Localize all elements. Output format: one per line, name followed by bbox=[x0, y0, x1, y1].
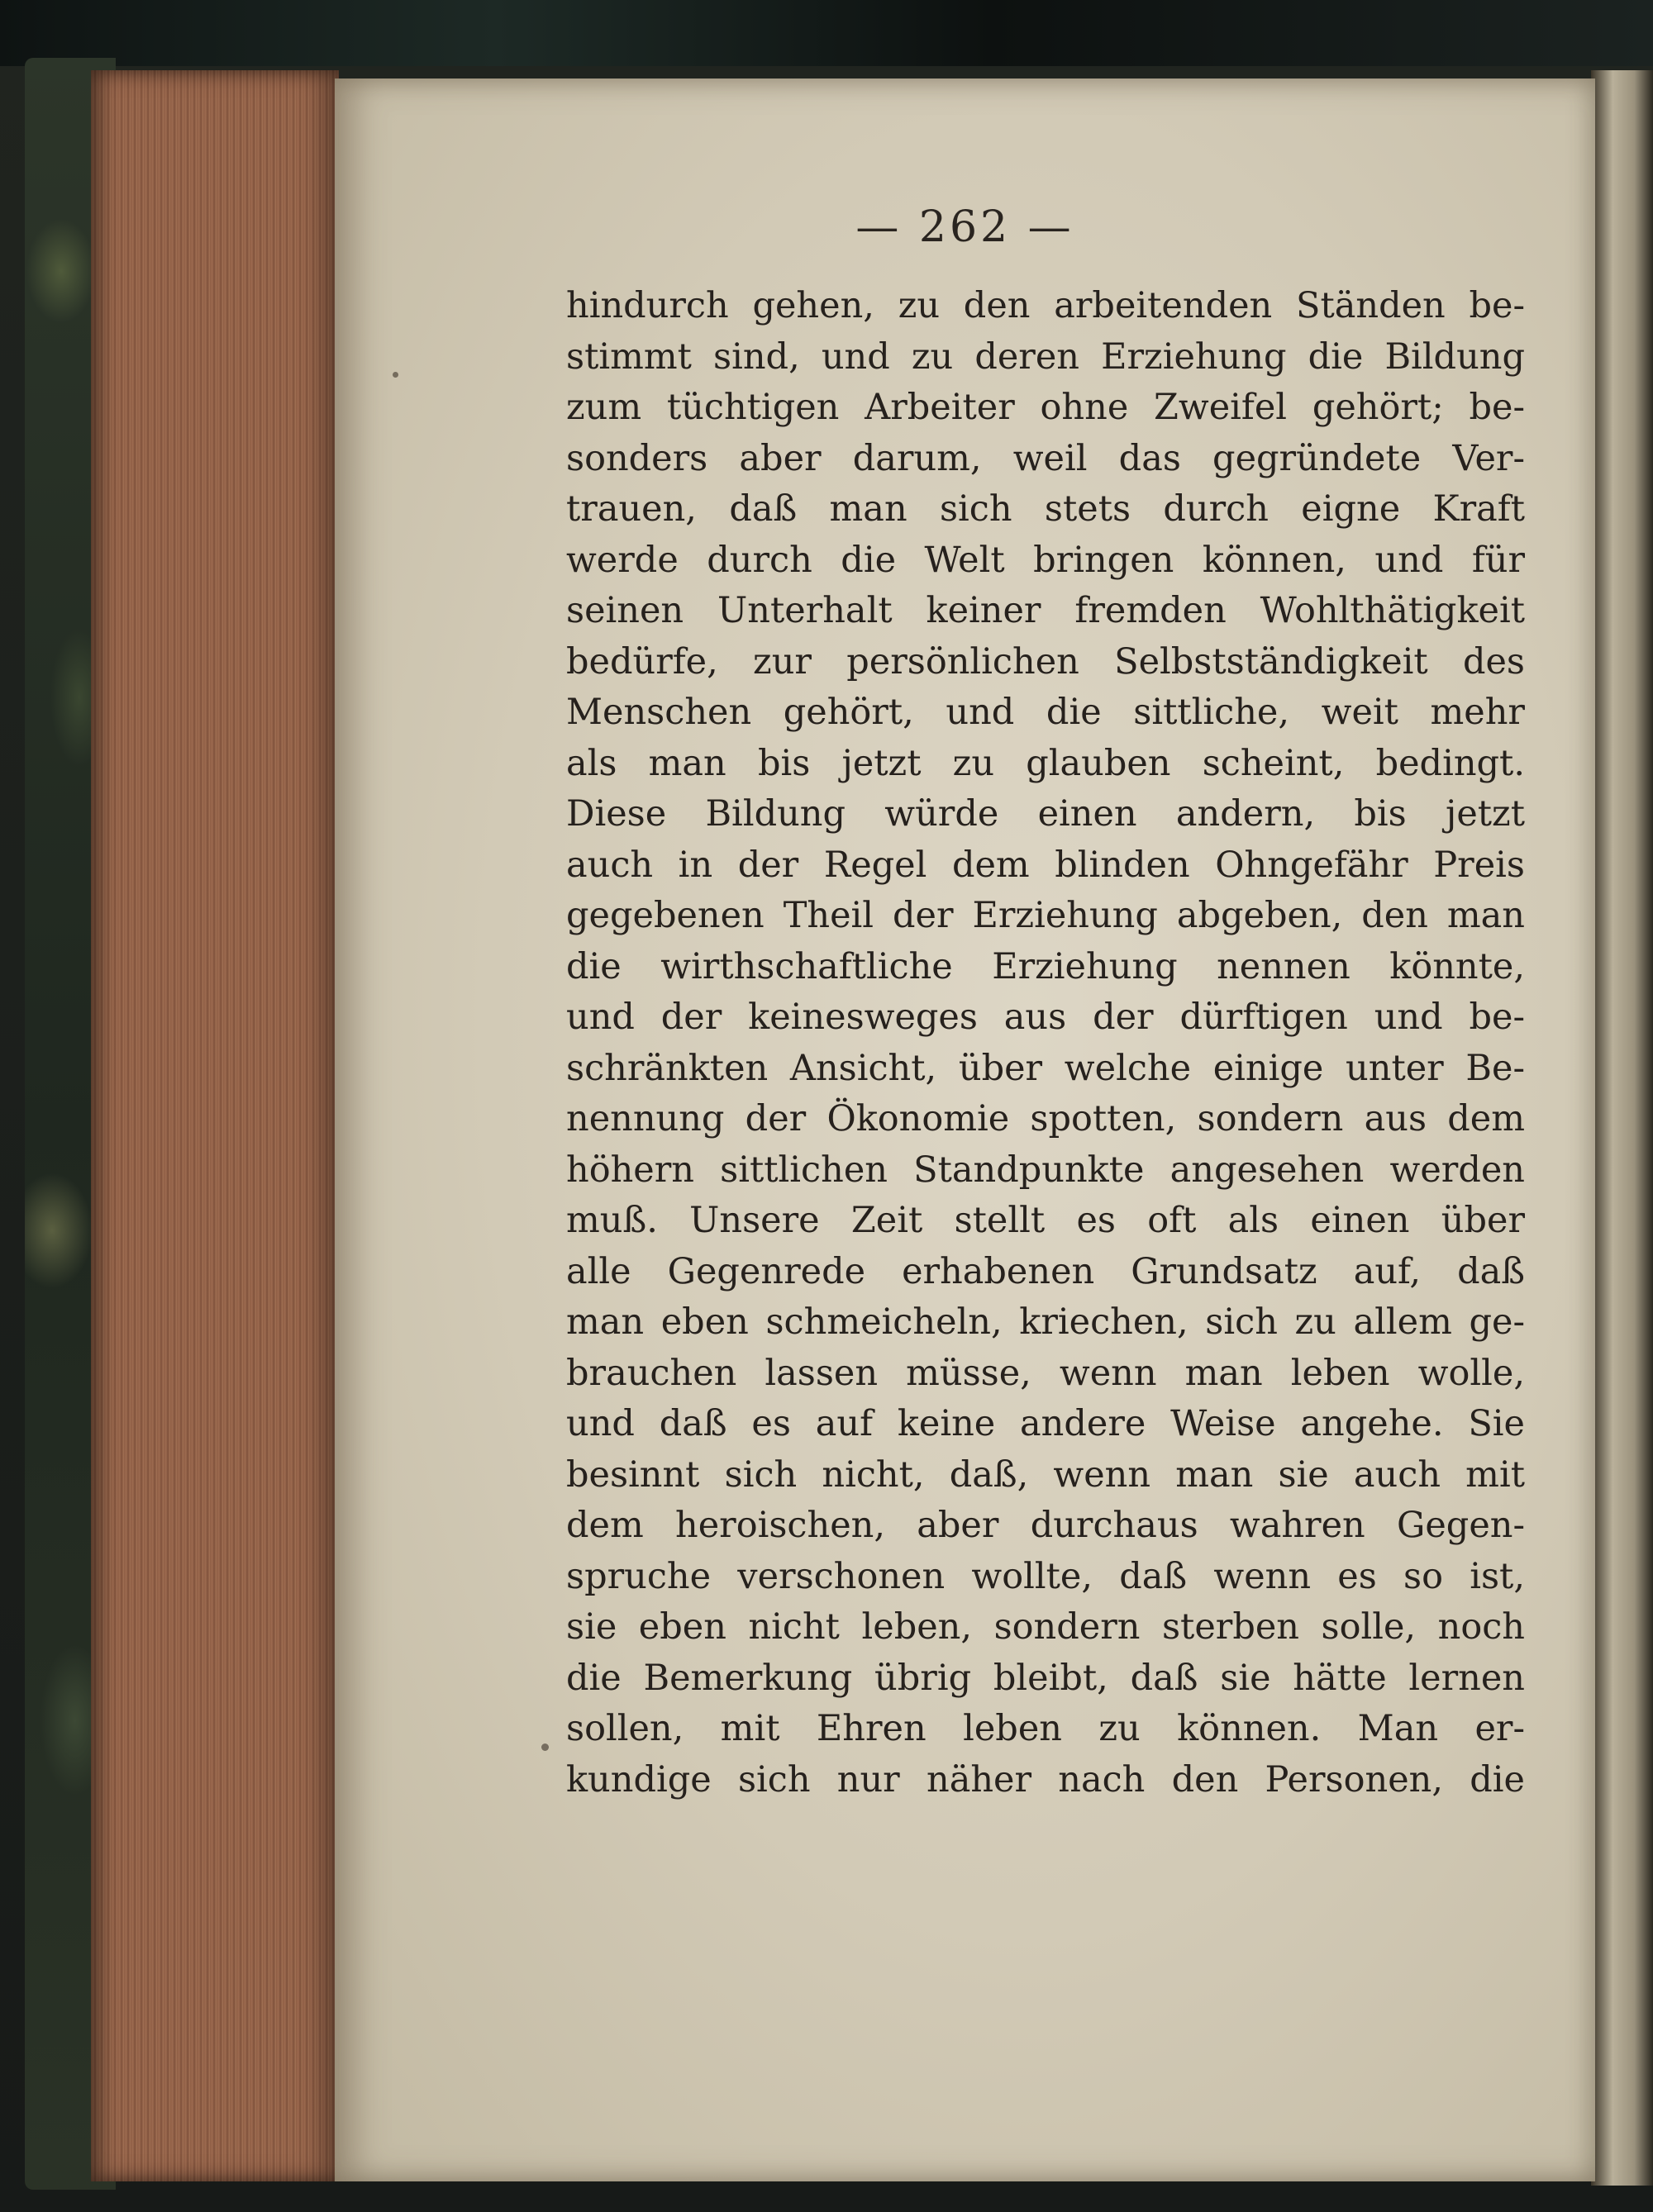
body-text bbox=[566, 281, 1525, 1805]
text-line: auch in der Regel dem blinden Ohngefähr Preis bbox=[566, 844, 1525, 886]
ink-spot bbox=[541, 1743, 549, 1751]
text-line: hindurch gehen, zu den arbeitenden Ständen be- bbox=[566, 285, 1525, 326]
text-line: trauen, daß man sich stets durch eigne Kraft bbox=[566, 488, 1525, 530]
facing-page-edge bbox=[1591, 70, 1653, 2186]
text-line: werde durch die Welt bringen können, und für bbox=[566, 539, 1525, 581]
text-line: Diese Bildung würde einen andern, bis jetzt bbox=[566, 793, 1525, 835]
text-line: alle Gegenrede erhabenen Grundsatz auf, daß bbox=[566, 1250, 1525, 1292]
book-page bbox=[335, 78, 1595, 2181]
text-line: sonders aber darum, weil das gegründete Ver- bbox=[566, 437, 1525, 479]
text-line: besinnt sich nicht, daß, wenn man sie auch mit bbox=[566, 1453, 1525, 1496]
text-line: man eben schmeicheln, kriechen, sich zu allem ge- bbox=[566, 1301, 1525, 1343]
text-line: sollen, mit Ehren leben zu können. Man er- bbox=[566, 1708, 1525, 1749]
text-line: die wirthschaftliche Erziehung nennen könnte, bbox=[566, 945, 1525, 987]
background-top bbox=[0, 0, 1653, 66]
text-line: stimmt sind, und zu deren Erziehung die Bildung bbox=[566, 335, 1525, 378]
text-line: schränkten Ansicht, über welche einige unter Be- bbox=[566, 1047, 1525, 1089]
text-line: höhern sittlichen Standpunkte angesehen werden bbox=[566, 1149, 1525, 1191]
text-line: Menschen gehört, und die sittliche, weit mehr bbox=[566, 692, 1525, 733]
text-line: brauchen lassen müsse, wenn man leben wolle, bbox=[566, 1352, 1525, 1394]
text-line: gegebenen Theil der Erziehung abgeben, den man bbox=[566, 895, 1525, 936]
text-line: seinen Unterhalt keiner fremden Wohlthätigkeit bbox=[566, 590, 1525, 631]
page-number: — 262 — bbox=[855, 202, 1074, 252]
text-line: bedürfe, zur persönlichen Selbstständigkeit des bbox=[566, 640, 1525, 683]
text-line: nennung der Ökonomie spotten, sondern aus dem bbox=[566, 1098, 1525, 1139]
text-line: sie eben nicht leben, sondern sterben solle, noch bbox=[566, 1606, 1525, 1648]
text-line: kundige sich nur näher nach den Personen, die bbox=[566, 1758, 1525, 1801]
text-line: dem heroischen, aber durchaus wahren Gegen- bbox=[566, 1505, 1525, 1546]
text-line: und daß es auf keine andere Weise angehe. Sie bbox=[566, 1403, 1525, 1444]
text-line: und der keinesweges aus der dürftigen und be- bbox=[566, 997, 1525, 1038]
text-line: als man bis jetzt zu glauben scheint, bedingt. bbox=[566, 742, 1525, 784]
text-line: muß. Unsere Zeit stellt es oft als einen über bbox=[566, 1200, 1525, 1241]
page-edges bbox=[91, 70, 339, 2181]
ink-spot bbox=[393, 372, 398, 378]
text-line: spruche verschonen wollte, daß wenn es so ist, bbox=[566, 1555, 1525, 1597]
text-line: die Bemerkung übrig bleibt, daß sie hätte lernen bbox=[566, 1657, 1525, 1699]
text-line: zum tüchtigen Arbeiter ohne Zweifel gehört; be- bbox=[566, 387, 1525, 428]
